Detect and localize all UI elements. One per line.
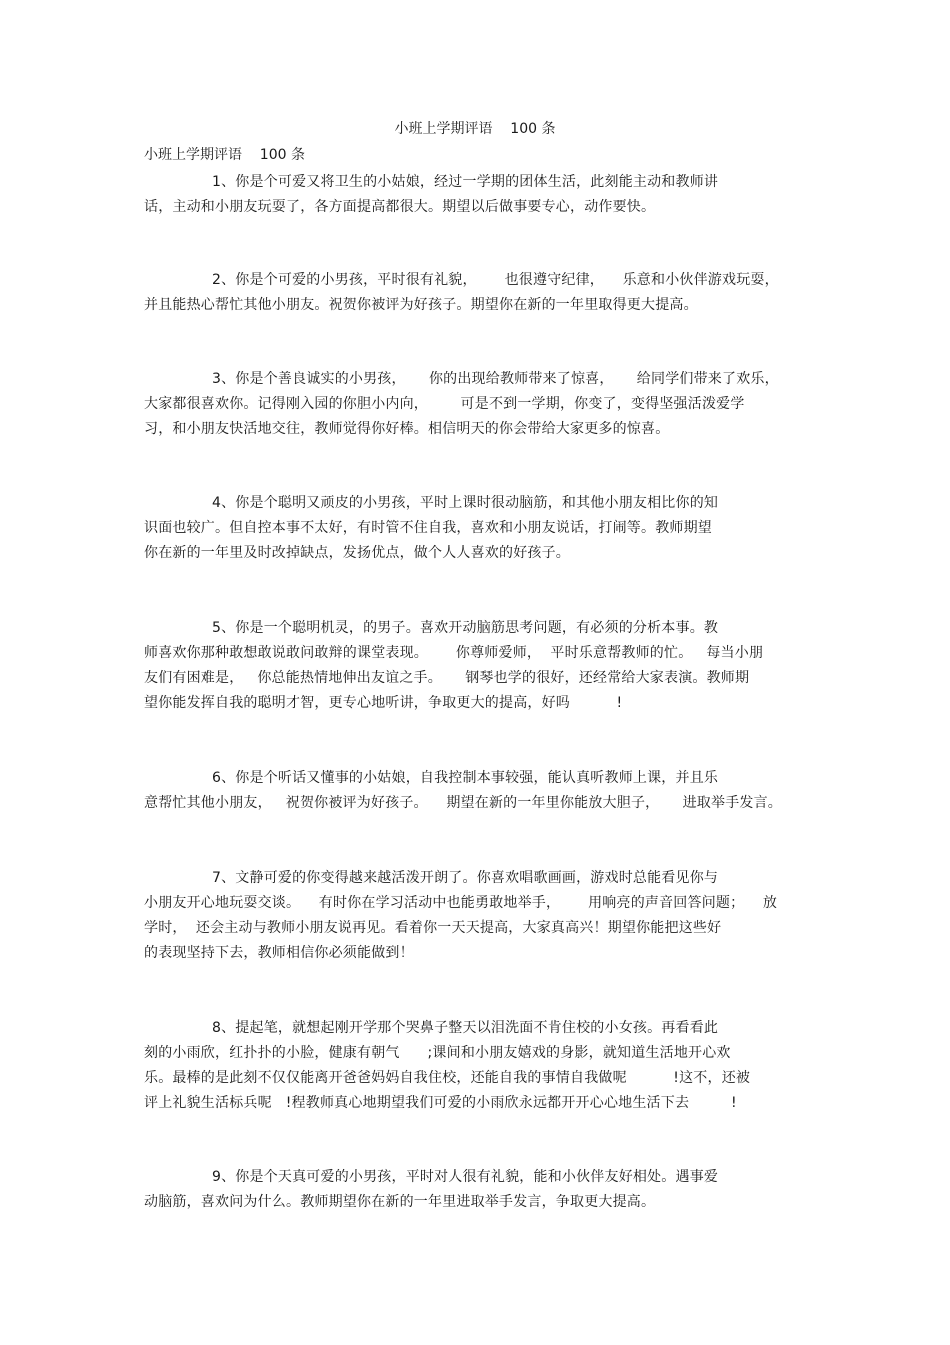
comment-item-1: [144, 170, 809, 220]
comment-line: 大家都很喜欢你。记得刚入园的你胆小内向， 可是不到一学期，你变了，变得坚强活泼爱学: [144, 396, 745, 412]
comment-line: 话，主动和小朋友玩耍了，各方面提高都很大。期望以后做事要专心，动作要快。: [144, 199, 656, 215]
comment-line: 习，和小朋友快活地交往，教师觉得你好棒。相信明天的你会带给大家更多的惊喜。: [144, 421, 670, 437]
comment-line: 识面也较广。但自控本事不太好，有时管不住自我，喜欢和小朋友说话，打闹等。教师期望: [144, 520, 712, 536]
comment-line: 8、提起笔，就想起刚开学那个哭鼻子整天以泪洗面不肯住校的小女孩。再看看此: [212, 1020, 719, 1036]
comment-line: 评上礼貌生活标兵呢 !程教师真心地期望我们可爱的小雨欣永远都开开心心地生活下去 !: [144, 1095, 737, 1111]
comment-item-3: [144, 367, 809, 442]
comment-line: 的表现坚持下去，教师相信你必须能做到！: [144, 945, 414, 961]
comment-line: 4、你是个聪明又顽皮的小男孩，平时上课时很动脑筋，和其他小朋友相比你的知: [212, 495, 719, 511]
comment-line: 3、你是个善良诚实的小男孩， 你的出现给教师带来了惊喜， 给同学们带来了欢乐，: [212, 371, 779, 387]
document-subtitle: 小班上学期评语 100 条: [144, 147, 305, 163]
comment-item-8: [144, 1016, 809, 1116]
comment-line: 5、你是一个聪明机灵，的男子。喜欢开动脑筋思考问题，有必须的分析本事。教: [212, 620, 719, 636]
comment-line: 动脑筋，喜欢问为什么。教师期望你在新的一年里进取举手发言，争取更大提高。: [144, 1194, 656, 1210]
comment-line: 刻的小雨欣，红扑扑的小脸，健康有朝气 ;课间和小朋友嬉戏的身影，就知道生活地开心欢: [144, 1045, 731, 1061]
document-title: 小班上学期评语 100 条: [394, 121, 556, 137]
comment-line: 2、你是个可爱的小男孩，平时很有礼貌， 也很遵守纪律， 乐意和小伙伴游戏玩耍，: [212, 272, 779, 288]
comment-line: 望你能发挥自我的聪明才智，更专心地听讲，争取更大的提高，好吗 !: [144, 695, 623, 711]
comment-line: 你在新的一年里及时改掉缺点，发扬优点，做个人人喜欢的好孩子。: [144, 545, 570, 561]
comment-item-7: [144, 866, 809, 966]
comment-item-9: [144, 1165, 809, 1215]
comment-line: 9、你是个天真可爱的小男孩，平时对人很有礼貌，能和小伙伴友好相处。遇事爱: [212, 1169, 719, 1185]
comment-line: 意帮忙其他小朋友， 祝贺你被评为好孩子。 期望在新的一年里你能放大胆子， 进取举手发言。: [144, 795, 782, 811]
comment-line: 友们有困难是， 你总能热情地伸出友谊之手。 钢琴也学的很好，还经常给大家表演。教师期: [144, 670, 750, 686]
comment-line: 并且能热心帮忙其他小朋友。祝贺你被评为好孩子。期望你在新的一年里取得更大提高。: [144, 297, 698, 313]
comment-line: 6、你是个听话又懂事的小姑娘，自我控制本事较强，能认真听教师上课，并且乐: [212, 770, 719, 786]
comment-item-4: [144, 491, 809, 566]
comment-line: 1、你是个可爱又将卫生的小姑娘，经过一学期的团体生活，此刻能主动和教师讲: [212, 174, 719, 190]
comment-line: 学时， 还会主动与教师小朋友说再见。看着你一天天提高，大家真高兴！期望你能把这些好: [144, 920, 722, 936]
comment-item-6: [144, 766, 809, 816]
comment-item-5: [144, 616, 809, 716]
comment-line: 小朋友开心地玩耍交谈。 有时你在学习活动中也能勇敢地举手， 用响亮的声音回答问题； 放: [144, 895, 778, 911]
comment-line: 乐。最棒的是此刻不仅仅能离开爸爸妈妈自我住校，还能自我的事情自我做呢 !这不，还被: [144, 1070, 751, 1086]
comment-line: 师喜欢你那种敢想敢说敢问敢辩的课堂表现。 你尊师爱师， 平时乐意帮教师的忙。 每当小朋: [144, 645, 764, 661]
comment-item-2: [144, 268, 809, 318]
comment-line: 7、文静可爱的你变得越来越活泼开朗了。你喜欢唱歌画画，游戏时总能看见你与: [212, 870, 719, 886]
